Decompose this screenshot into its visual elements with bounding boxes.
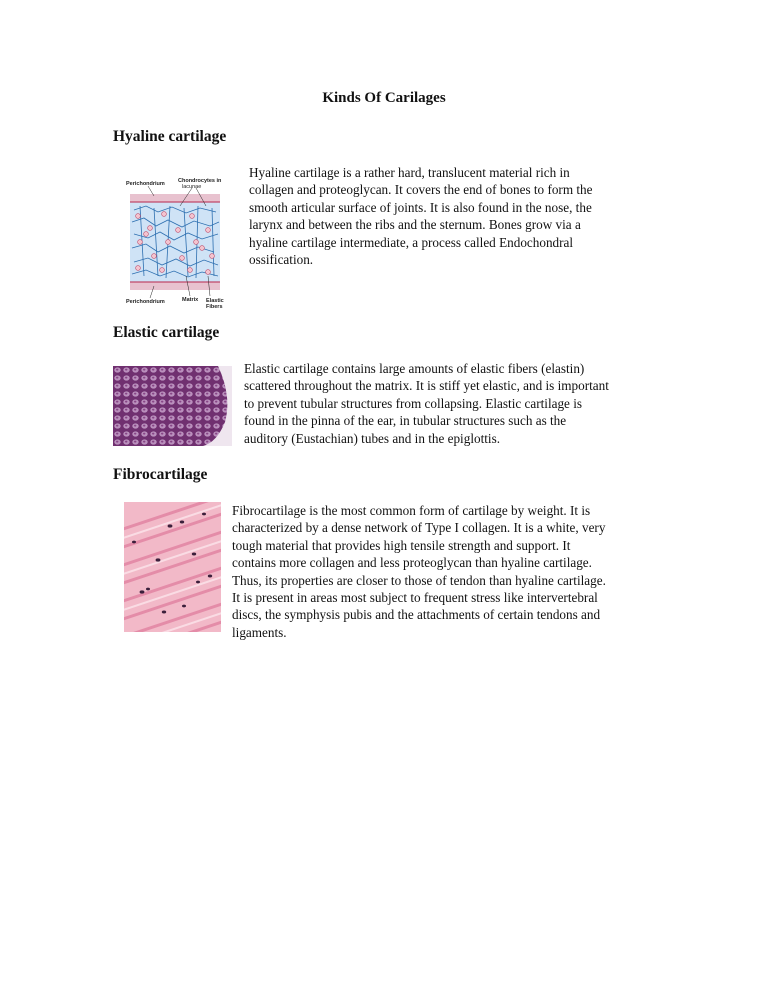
elastic-cartilage-micrograph <box>113 366 232 446</box>
paragraph-hyaline-cartilage <box>249 164 593 268</box>
text-line: contains more collagen and less proteoglycan than hyaline cartilage. <box>232 555 592 571</box>
label-perichondrium-bottom: Perichondrium <box>126 299 165 305</box>
paragraph-fibrocartilage <box>232 502 606 641</box>
text-line: Elastic cartilage contains large amounts of elastic fibers (elastin) <box>244 361 585 376</box>
heading-fibrocartilage: Fibrocartilage <box>113 466 208 483</box>
heading-elastic-cartilage: Elastic cartilage <box>113 324 220 341</box>
label-perichondrium-top: Perichondrium <box>126 181 165 187</box>
fibrocartilage-micrograph <box>124 502 221 632</box>
label-matrix: Matrix <box>182 297 199 303</box>
text-line: ligaments. <box>232 624 287 640</box>
text-line: to prevent tubular structures from collapsing. Elastic cartilage is <box>244 395 583 411</box>
text-line: tough material that provides high tensile strength and support. It <box>232 537 571 553</box>
text-line: ossification. <box>249 252 314 268</box>
label-elastic: Elastic <box>206 298 224 304</box>
text-line: scattered throughout the matrix. It is stiff yet elastic, and is important <box>244 378 609 394</box>
text-line: It is present in areas most subject to frequent stress like intervertebral <box>232 590 598 606</box>
hyaline-cartilage-diagram <box>120 172 232 312</box>
text-line: hyaline cartilage intermediate, a process called Endochondral <box>249 234 574 250</box>
label-lacunae: lacunae <box>182 184 202 190</box>
text-line: Fibrocartilage is the most common form of cartilage by weight. It is <box>232 503 591 518</box>
text-line: auditory (Eustachian) tubes and in the epiglottis. <box>244 430 500 446</box>
text-line: Hyaline cartilage is a rather hard, translucent material rich in <box>249 165 570 180</box>
text-line: collagen and proteoglycan. It covers the end of bones to form the <box>249 182 593 198</box>
paragraph-elastic-cartilage <box>244 360 609 447</box>
text-line: characterized by a dense network of Type I collagen. It is a white, very <box>232 520 606 536</box>
text-line: Thus, its properties are closer to those of tendon than hyaline cartilage. <box>232 572 606 588</box>
document-title: Kinds Of Carilages <box>322 90 446 106</box>
label-chondrocytes: Chondrocytes in <box>178 178 222 184</box>
text-line: discs, the symphysis pubis and the attachments of certain tendons and <box>232 607 601 623</box>
text-line: larynx and between the ribs and the sternum. Bones grow via a <box>249 217 581 233</box>
text-line: found in the pinna of the ear, in tubular structures such as the <box>244 413 567 429</box>
label-fibers: Fibers <box>206 304 223 310</box>
heading-hyaline-cartilage: Hyaline cartilage <box>113 128 227 145</box>
text-line: smooth articular surface of joints. It is also found in the nose, the <box>249 199 592 215</box>
